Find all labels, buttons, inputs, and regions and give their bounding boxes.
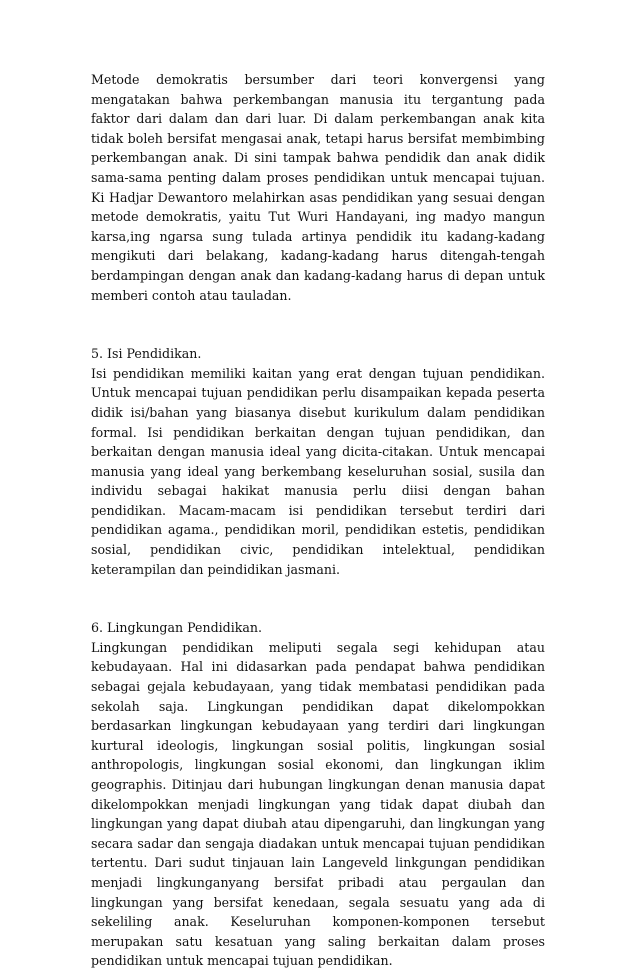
section-body-isi-pendidikan: Isi pendidikan memiliki kaitan yang erat dengan tujuan pendidikan. Untuk mencapai tujuan pendidikan perlu disampaikan kepada peserta didik isi/bahan yang biasanya disebut kurikulum dalam pendidikan formal. Isi pendidikan berkaitan dengan tujuan pendidikan, dan berkaitan dengan manusia ideal yang dicita-citakan. Untuk mencapai manusia yang ideal yang berkembang keseluruhan sosial, susila dan individu sebagai hakikat manusia perlu diisi dengan bahan pendidikan. Macam-macam isi pendidikan tersebut terdiri dari pendidikan agama., pendidikan moril, pendidikan estetis, pendidikan sosial, pendidikan civic, pendidikan intelektual, pendidikan keterampilan dan peindidikan jasmani. xyxy=(91,365,545,577)
document-page xyxy=(91,70,545,971)
section-heading-isi-pendidikan: 5. Isi Pendidikan. xyxy=(91,346,202,362)
section-spacer xyxy=(91,305,545,344)
section-spacer xyxy=(91,579,545,618)
paragraph-metode-demokratis: Metode demokratis bersumber dari teori konvergensi yang mengatakan bahwa perkembangan manusia itu tergantung pada faktor dari dalam dan dari luar. Di dalam perkembangan anak kita tidak boleh bersifat mengasai anak, tetapi harus bersifat membimbing perkembangan anak. Di sini tampak bahwa pendidik dan anak didik sama-sama penting dalam proses pendidikan untuk mencapai tujuan. Ki Hadjar Dewantoro melahirkan asas pendidikan yang sesuai dengan metode demokratis, yaitu Tut Wuri Handayani, ing madyo mangun karsa,ing ngarsa sung tulada artinya pendidik itu kadang-kadang mengikuti dari belakang, kadang-kadang harus ditengah-tengah berdampingan dengan anak dan kadang-kadang harus di depan untuk memberi contoh atau tauladan. xyxy=(91,72,545,303)
section-body-lingkungan-pendidikan: Lingkungan pendidikan meliputi segala segi kehidupan atau kebudayaan. Hal ini didasarkan pada pendapat bahwa pendidikan sebagai gejala kebudayaan, yang tidak membatasi pendidikan pada sekolah saja. Lingkungan pendidikan dapat dikelompokkan berdasarkan lingkungan kebudayaan yang terdiri dari lingkungan kurtural ideologis, lingkungan sosial politis, lingkungan sosial anthropologis, lingkungan sosial ekonomi, dan lingkungan iklim geographis. Ditinjau dari hubungan lingkungan denan manusia dapat dikelompokkan menjadi lingkungan yang tidak dapat diubah dan lingkungan yang dapat diubah atau dipengaruhi, dan lingkungan yang secara sadar dan sengaja diadakan untuk mencapai tujuan pendidikan tertentu. Dari sudut tinjauan lain Langeveld linkgungan pendidikan menjadi lingkunganyang bersifat pribadi atau pergaulan dan lingkungan yang bersifat kenedaan, segala sesuatu yang ada di sekeliling anak. Keseluruhan komponen-komponen tersebut merupakan satu kesatuan yang saling berkaitan dalam proses pendidikan untuk mencapai tujuan pendidikan. xyxy=(91,639,545,969)
section-heading-lingkungan-pendidikan: 6. Lingkungan Pendidikan. xyxy=(91,620,263,636)
